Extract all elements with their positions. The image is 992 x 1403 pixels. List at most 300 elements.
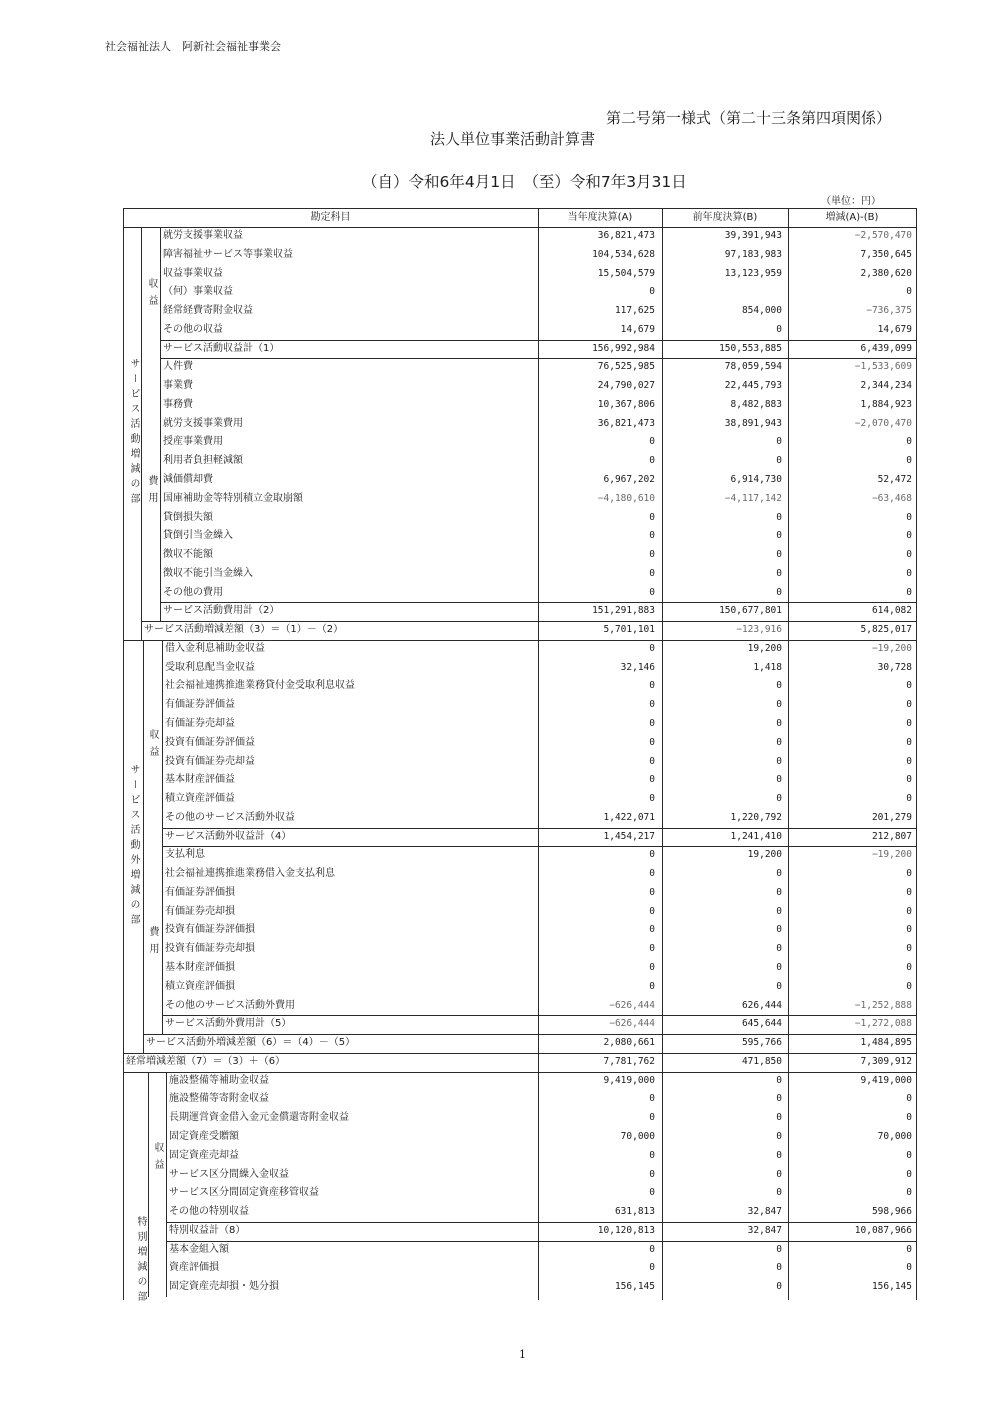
previous-year-amount: 0 <box>776 924 782 936</box>
current-year-amount: 0 <box>649 1149 655 1161</box>
change-amount: 0 <box>906 793 912 805</box>
previous-year-amount: 0 <box>776 1243 782 1255</box>
previous-year-amount: 32,847 <box>747 1224 782 1236</box>
current-year-amount: 0 <box>649 436 655 448</box>
previous-year-amount: 39,391,943 <box>724 230 782 241</box>
change-amount: 0 <box>906 1187 912 1199</box>
organization-name: 社会福祉法人 阿新社会福祉事業会 <box>105 40 281 53</box>
table-row <box>162 753 916 772</box>
previous-year-amount: 97,183,983 <box>724 248 782 260</box>
previous-year-amount: 0 <box>776 549 782 561</box>
current-year-amount: 631,813 <box>614 1206 655 1218</box>
table-row <box>166 1203 916 1222</box>
account-name: 授産事業費用 <box>163 436 223 448</box>
rule-line <box>166 1072 167 1297</box>
account-name: サービス活動外費用計（5） <box>165 1018 292 1030</box>
change-amount: 14,679 <box>877 323 912 335</box>
table-row <box>162 940 916 959</box>
current-year-amount: 14,679 <box>620 323 655 335</box>
account-name: その他の特別収益 <box>169 1206 249 1218</box>
table-row <box>162 809 916 828</box>
current-year-amount: −4,180,610 <box>597 492 655 504</box>
account-name: 収益事業収益 <box>163 267 223 279</box>
current-year-amount: 0 <box>649 1187 655 1199</box>
table-row <box>162 715 916 734</box>
table-row <box>162 659 916 678</box>
previous-year-amount: 0 <box>776 1262 782 1274</box>
previous-year-amount: 38,891,943 <box>724 417 782 429</box>
previous-year-amount: 0 <box>776 718 782 730</box>
table-row <box>162 640 916 659</box>
current-year-amount: −626,444 <box>609 1018 655 1030</box>
change-amount: −2,070,470 <box>854 417 912 429</box>
account-name: その他のサービス活動外収益 <box>165 811 295 823</box>
group-label: 収益 <box>152 1141 163 1176</box>
change-amount: 0 <box>906 755 912 767</box>
previous-year-amount: 0 <box>776 736 782 748</box>
change-amount: 10,087,966 <box>854 1224 912 1236</box>
group-label: 費用 <box>147 925 158 960</box>
change-amount: 0 <box>906 943 912 955</box>
section-difference-row <box>141 621 916 640</box>
table-row <box>166 1072 916 1091</box>
table-row <box>166 1278 916 1297</box>
change-amount: 0 <box>906 567 912 579</box>
change-amount: 52,472 <box>877 474 912 485</box>
account-name: サービス区分間固定資産移管収益 <box>169 1187 319 1199</box>
table-row <box>162 790 916 809</box>
current-year-amount: 24,790,027 <box>597 380 655 392</box>
change-amount: 0 <box>906 699 912 711</box>
rule-line <box>162 828 916 829</box>
account-name: 基本財産評価損 <box>165 962 235 974</box>
account-name: 受取利息配当金収益 <box>165 661 255 673</box>
previous-year-amount: 0 <box>776 699 782 711</box>
account-name: （何）事業収益 <box>163 286 233 298</box>
change-amount: 0 <box>906 718 912 730</box>
table-row <box>166 1259 916 1278</box>
account-name: 固定資産受贈額 <box>169 1130 239 1142</box>
current-year-amount: 10,367,806 <box>597 398 655 410</box>
previous-year-amount: 32,847 <box>747 1206 782 1218</box>
current-year-amount: 7,781,762 <box>603 1055 655 1067</box>
change-amount: 0 <box>906 286 912 298</box>
account-name: 資産評価損 <box>169 1262 219 1274</box>
previous-year-amount: 0 <box>776 323 782 335</box>
rule-line <box>148 1072 149 1297</box>
section-difference-row <box>143 1034 916 1053</box>
table-row <box>162 884 916 903</box>
rule-line <box>916 208 917 1300</box>
header-current-year: 当年度決算(A) <box>567 212 633 223</box>
account-name: その他の収益 <box>163 323 223 335</box>
table-row <box>166 1184 916 1203</box>
change-amount: −2,570,470 <box>854 230 912 241</box>
account-name: 減価償却費 <box>163 474 213 485</box>
account-name: 投資有価証券売却益 <box>165 755 255 767</box>
change-amount: 70,000 <box>877 1130 912 1142</box>
change-amount: 2,380,620 <box>860 267 912 279</box>
account-name: 貸倒引当金繰入 <box>163 530 233 542</box>
previous-year-amount: 0 <box>776 680 782 692</box>
rule-line <box>166 1222 916 1223</box>
table-row <box>162 959 916 978</box>
rule-line <box>143 640 144 1053</box>
change-amount: −1,272,088 <box>854 1018 912 1030</box>
table-row <box>162 865 916 884</box>
current-year-amount: −626,444 <box>609 999 655 1011</box>
rule-line <box>141 227 142 640</box>
change-amount: 0 <box>906 455 912 467</box>
change-amount: 212,807 <box>871 830 912 842</box>
account-name: サービス活動増減差額（3）＝（1）－（2） <box>144 624 344 636</box>
change-amount: 7,309,912 <box>860 1055 912 1067</box>
previous-year-amount: 19,200 <box>747 849 782 861</box>
table-row <box>162 921 916 940</box>
previous-year-amount: 595,766 <box>741 1037 782 1049</box>
current-year-amount: 32,146 <box>620 661 655 673</box>
previous-year-amount: 0 <box>776 436 782 448</box>
current-year-amount: 104,534,628 <box>592 248 655 260</box>
account-name: 貸倒損失額 <box>163 511 213 523</box>
change-amount: 0 <box>906 530 912 542</box>
account-name: 利用者負担軽減額 <box>163 455 243 467</box>
current-year-amount: 0 <box>649 774 655 786</box>
table-row <box>162 696 916 715</box>
change-amount: 0 <box>906 868 912 880</box>
previous-year-amount: 0 <box>776 962 782 974</box>
table-row <box>162 677 916 696</box>
change-amount: 0 <box>906 1112 912 1124</box>
current-year-amount: 0 <box>649 549 655 561</box>
document-title: 法人単位事業活動計算書 <box>430 130 596 148</box>
current-year-amount: 0 <box>649 718 655 730</box>
current-year-amount: 0 <box>649 924 655 936</box>
previous-year-amount: −4,117,142 <box>724 492 782 504</box>
change-amount: 5,825,017 <box>860 624 912 636</box>
current-year-amount: 0 <box>649 905 655 917</box>
account-name: 就労支援事業収益 <box>163 230 243 241</box>
change-amount: 7,350,645 <box>860 248 912 260</box>
previous-year-amount: 0 <box>776 586 782 598</box>
previous-year-amount: 0 <box>776 1187 782 1199</box>
rule-line <box>141 621 916 622</box>
table-row <box>166 1147 916 1166</box>
rule-line <box>143 1034 916 1035</box>
account-name: 支払利息 <box>165 849 205 861</box>
change-amount: 0 <box>906 586 912 598</box>
previous-year-amount: 626,444 <box>741 999 782 1011</box>
current-year-amount: 0 <box>649 755 655 767</box>
rule-line <box>162 1015 916 1016</box>
current-year-amount: 0 <box>649 793 655 805</box>
subtotal-row <box>162 828 916 847</box>
previous-year-amount: 1,220,792 <box>730 811 782 823</box>
previous-year-amount: 1,418 <box>753 661 782 673</box>
current-year-amount: 117,625 <box>614 305 655 317</box>
previous-year-amount: 0 <box>776 755 782 767</box>
account-name: サービス活動収益計（1） <box>163 342 280 354</box>
account-name: 社会福祉連携推進業務借入金支払利息 <box>165 868 335 880</box>
rule-line <box>123 208 124 1300</box>
previous-year-amount: 0 <box>776 793 782 805</box>
current-year-amount: 2,080,661 <box>603 1037 655 1049</box>
account-name: 有価証券評価損 <box>165 886 235 898</box>
previous-year-amount: 0 <box>776 774 782 786</box>
account-name: 施設整備等寄附金収益 <box>169 1093 269 1105</box>
unit-label: （単位：円） <box>821 196 881 207</box>
section-label: サービス活動増減の部 <box>128 358 139 509</box>
change-amount: 0 <box>906 1262 912 1274</box>
current-year-amount: 0 <box>649 1112 655 1124</box>
account-name: 就労支援事業費用 <box>163 417 243 429</box>
account-name: 基本金組入額 <box>169 1243 229 1255</box>
form-reference: 第二号第一様式（第二十三条第四項関係） <box>606 109 892 127</box>
previous-year-amount: 6,914,730 <box>730 474 782 485</box>
previous-year-amount: 1,241,410 <box>730 830 782 842</box>
current-year-amount: 0 <box>649 699 655 711</box>
change-amount: 30,728 <box>877 661 912 673</box>
change-amount: 0 <box>906 905 912 917</box>
current-year-amount: 15,504,579 <box>597 267 655 279</box>
account-name: その他の費用 <box>163 586 223 598</box>
current-year-amount: 0 <box>649 1243 655 1255</box>
previous-year-amount: 13,123,959 <box>724 267 782 279</box>
header-change: 増減(A)-(B) <box>825 212 879 223</box>
change-amount: 201,279 <box>871 811 912 823</box>
current-year-amount: 0 <box>649 736 655 748</box>
group-label: 収益 <box>146 278 157 313</box>
rule-line <box>160 227 161 621</box>
rule-line <box>123 1053 916 1054</box>
current-year-amount: 0 <box>649 1168 655 1180</box>
fiscal-period: （自）令和6年4月1日 （至）令和7年3月31日 <box>362 173 687 191</box>
current-year-amount: 36,821,473 <box>597 417 655 429</box>
current-year-amount: 0 <box>649 1093 655 1105</box>
previous-year-amount: 0 <box>776 868 782 880</box>
current-year-amount: 0 <box>649 455 655 467</box>
section-label: 特別増減の部 <box>135 1216 146 1306</box>
change-amount: 614,082 <box>871 605 912 617</box>
current-year-amount: 0 <box>649 567 655 579</box>
table-row <box>166 1090 916 1109</box>
change-amount: −19,200 <box>871 849 912 861</box>
current-year-amount: 0 <box>649 849 655 861</box>
previous-year-amount: 0 <box>776 905 782 917</box>
change-amount: 0 <box>906 962 912 974</box>
table-row <box>166 1128 916 1147</box>
previous-year-amount: 854,000 <box>741 305 782 317</box>
account-name: サービス活動外増減差額（6）＝（4）－（5） <box>146 1037 356 1049</box>
account-name: 特別収益計（8） <box>169 1224 246 1236</box>
table-row <box>162 734 916 753</box>
previous-year-amount: 8,482,883 <box>730 398 782 410</box>
current-year-amount: 10,120,813 <box>597 1224 655 1236</box>
account-name: 固定資産売却益 <box>169 1149 239 1161</box>
current-year-amount: 0 <box>649 962 655 974</box>
current-year-amount: 1,422,071 <box>603 811 655 823</box>
previous-year-amount: 0 <box>776 1093 782 1105</box>
account-name: 社会福祉連携推進業務貸付金受取利息収益 <box>165 680 355 692</box>
change-amount: 0 <box>906 436 912 448</box>
account-name: 固定資産売却損・処分損 <box>169 1281 279 1293</box>
current-year-amount: 36,821,473 <box>597 230 655 241</box>
account-name: 借入金利息補助金収益 <box>165 642 265 654</box>
page-number: 1 <box>519 1348 526 1361</box>
current-year-amount: 0 <box>649 586 655 598</box>
change-amount: 0 <box>906 774 912 786</box>
previous-year-amount: 0 <box>776 943 782 955</box>
account-name: サービス区分間繰入金収益 <box>169 1168 289 1180</box>
change-amount: −1,252,888 <box>854 999 912 1011</box>
previous-year-amount: 0 <box>776 1074 782 1086</box>
previous-year-amount: 19,200 <box>747 642 782 654</box>
current-year-amount: 5,701,101 <box>603 624 655 636</box>
previous-year-amount: 0 <box>776 530 782 542</box>
rule-line <box>662 208 663 1300</box>
current-year-amount: 156,145 <box>614 1281 655 1293</box>
current-year-amount: 0 <box>649 680 655 692</box>
account-name: 有価証券売却益 <box>165 718 235 730</box>
current-year-amount: 0 <box>649 868 655 880</box>
table-row <box>162 978 916 997</box>
rule-line <box>123 640 141 641</box>
current-year-amount: 0 <box>649 886 655 898</box>
previous-year-amount: 0 <box>776 1168 782 1180</box>
previous-year-amount: −123,916 <box>736 624 782 636</box>
account-name: 施設整備等補助金収益 <box>169 1074 269 1086</box>
account-name: 長期運営資金借入金元金償還寄附金収益 <box>169 1112 349 1124</box>
header-account: 勘定科目 <box>310 212 351 223</box>
change-amount: 0 <box>906 549 912 561</box>
account-name: 投資有価証券評価損 <box>165 924 255 936</box>
subtotal-row <box>162 1015 916 1034</box>
table-row <box>162 771 916 790</box>
change-amount: 9,419,000 <box>860 1074 912 1086</box>
current-year-amount: 156,992,984 <box>592 342 655 354</box>
current-year-amount: 1,454,217 <box>603 830 655 842</box>
account-name: 投資有価証券売却損 <box>165 943 255 955</box>
group-label: 費用 <box>146 475 157 510</box>
table-row <box>162 846 916 865</box>
account-name: 投資有価証券評価益 <box>165 736 255 748</box>
rule-line <box>123 208 916 209</box>
account-name: サービス活動費用計（2） <box>163 605 280 617</box>
table-row <box>166 1241 916 1260</box>
account-name: 障害福祉サービス等事業収益 <box>163 248 293 260</box>
rule-line <box>162 640 163 1034</box>
account-name: 積立資産評価益 <box>165 793 235 805</box>
change-amount: 0 <box>906 1243 912 1255</box>
previous-year-amount: 0 <box>776 980 782 992</box>
change-amount: 1,884,923 <box>860 398 912 410</box>
change-amount: 0 <box>906 511 912 523</box>
current-year-amount: 0 <box>649 530 655 542</box>
previous-year-amount: 0 <box>776 1130 782 1142</box>
change-amount: 0 <box>906 980 912 992</box>
change-amount: 0 <box>906 736 912 748</box>
previous-year-amount: 0 <box>776 511 782 523</box>
ordinary-difference-row <box>123 1053 916 1072</box>
change-amount: 0 <box>906 886 912 898</box>
change-amount: 6,439,099 <box>860 342 912 354</box>
account-name: その他のサービス活動外費用 <box>165 999 295 1011</box>
previous-year-amount: 0 <box>776 1112 782 1124</box>
change-amount: 0 <box>906 1093 912 1105</box>
account-name: 経常増減差額（7）＝（3）＋（6） <box>126 1055 286 1067</box>
account-name: 有価証券売却損 <box>165 905 235 917</box>
previous-year-amount: 471,850 <box>741 1055 782 1067</box>
change-amount: −736,375 <box>866 305 912 317</box>
table-row <box>162 903 916 922</box>
change-amount: 0 <box>906 924 912 936</box>
rule-line <box>538 208 539 1300</box>
change-amount: 0 <box>906 1149 912 1161</box>
change-amount: 0 <box>906 1168 912 1180</box>
previous-year-amount: 0 <box>776 567 782 579</box>
change-amount: −63,468 <box>871 492 912 504</box>
previous-year-amount: 150,677,801 <box>719 605 782 617</box>
account-name: 有価証券評価益 <box>165 699 235 711</box>
previous-year-amount <box>662 283 788 302</box>
previous-year-amount: 0 <box>776 886 782 898</box>
current-year-amount: 0 <box>649 1262 655 1274</box>
change-amount: 0 <box>906 680 912 692</box>
table-row <box>162 997 916 1016</box>
current-year-amount: 0 <box>649 943 655 955</box>
account-name: サービス活動外収益計（4） <box>165 830 292 842</box>
current-year-amount: 0 <box>649 511 655 523</box>
account-name: 事業費 <box>163 380 193 392</box>
change-amount: −19,200 <box>871 642 912 654</box>
current-year-amount: 0 <box>649 642 655 654</box>
current-year-amount: 70,000 <box>620 1130 655 1142</box>
header-previous-year: 前年度決算(B) <box>692 212 758 223</box>
previous-year-amount: 645,644 <box>741 1018 782 1030</box>
table-row <box>166 1166 916 1185</box>
account-name: 徴収不能額 <box>163 549 213 561</box>
group-label: 収益 <box>147 728 158 763</box>
current-year-amount: 0 <box>649 980 655 992</box>
previous-year-amount: 0 <box>776 1149 782 1161</box>
change-amount: 156,145 <box>871 1281 912 1293</box>
section-label: サービス活動外増減の部 <box>128 763 139 929</box>
previous-year-amount: 78,059,594 <box>724 361 782 373</box>
account-name: 事務費 <box>163 398 193 410</box>
account-name: 人件費 <box>163 361 193 373</box>
current-year-amount: 76,525,985 <box>597 361 655 373</box>
previous-year-amount: 0 <box>776 455 782 467</box>
rule-line <box>788 208 789 1300</box>
change-amount: 2,344,234 <box>860 380 912 392</box>
change-amount: 598,966 <box>871 1206 912 1218</box>
current-year-amount: 6,967,202 <box>603 474 655 485</box>
account-name: 経常経費寄附金収益 <box>163 305 253 317</box>
previous-year-amount: 22,445,793 <box>724 380 782 392</box>
account-name: 積立資産評価損 <box>165 980 235 992</box>
current-year-amount: 0 <box>649 286 655 298</box>
change-amount: 1,484,895 <box>860 1037 912 1049</box>
change-amount: −1,533,609 <box>854 361 912 373</box>
previous-year-amount: 0 <box>776 1281 782 1293</box>
account-name: 基本財産評価益 <box>165 774 235 786</box>
subtotal-row <box>166 1222 916 1241</box>
rule-line <box>123 227 916 228</box>
current-year-amount: 151,291,883 <box>592 605 655 617</box>
account-name: 国庫補助金等特別積立金取崩額 <box>163 492 303 504</box>
account-name: 徴収不能引当金繰入 <box>163 567 253 579</box>
current-year-amount: 9,419,000 <box>603 1074 655 1086</box>
